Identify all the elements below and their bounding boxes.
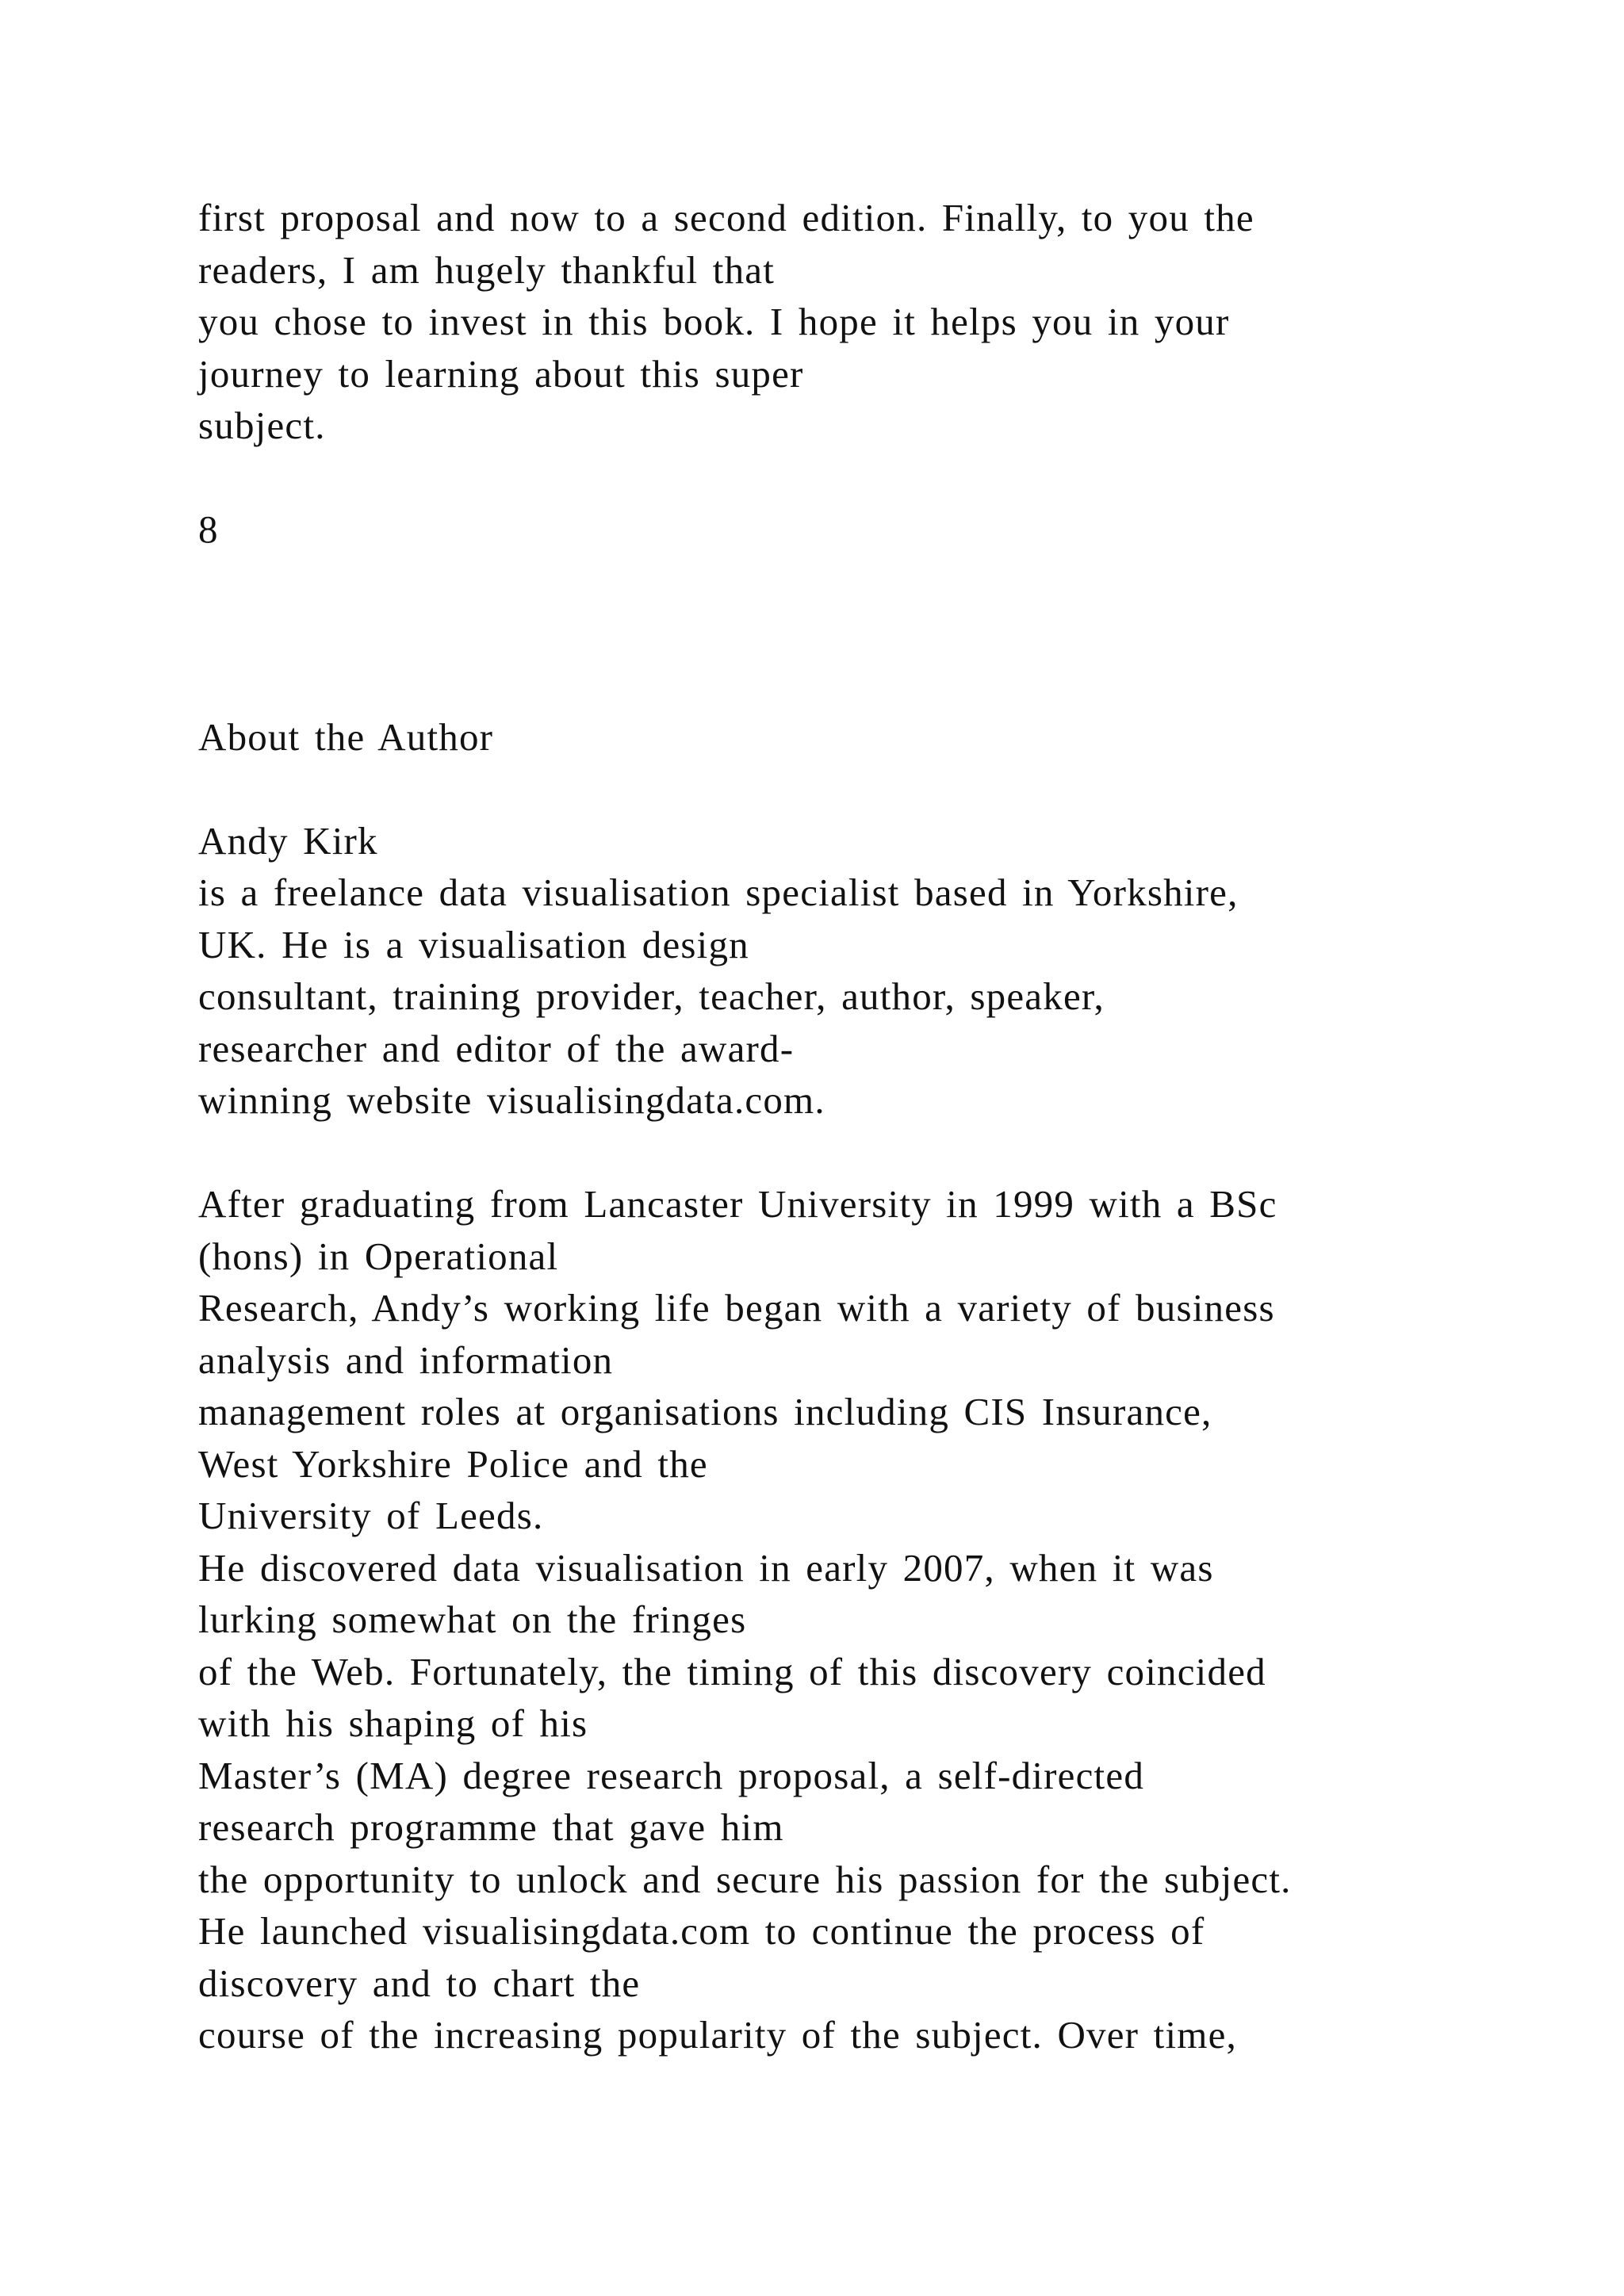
text-line: you chose to invest in this book. I hope it helps you in your bbox=[198, 300, 1230, 343]
section-gap bbox=[198, 556, 1546, 711]
text-line: researcher and editor of the award- bbox=[198, 1026, 795, 1070]
text-line: Master’s (MA) degree research proposal, a self-directed bbox=[198, 1753, 1145, 1797]
blank-line bbox=[198, 1127, 1546, 1179]
page-number: 8 bbox=[198, 507, 219, 551]
text-line: is a freelance data visualisation specialist based in Yorkshire, bbox=[198, 871, 1239, 914]
text-line: with his shaping of his bbox=[198, 1701, 588, 1745]
blank-line bbox=[198, 763, 1546, 815]
text-line: journey to learning about this super bbox=[198, 351, 804, 396]
text-line: course of the increasing popularity of the subject. Over time, bbox=[198, 2013, 1237, 2057]
text-line: winning website visualisingdata.com. bbox=[198, 1078, 825, 1122]
text-line: consultant, training provider, teacher, author, speaker, bbox=[198, 974, 1105, 1018]
text-line: management roles at organisations including CIS Insurance, bbox=[198, 1390, 1212, 1433]
text-line: Research, Andy’s working life began with a variety of business bbox=[198, 1286, 1275, 1330]
text-line: of the Web. Fortunately, the timing of this discovery coincided bbox=[198, 1649, 1266, 1693]
author-name: Andy Kirk bbox=[198, 818, 378, 863]
paragraph-acknowledgements-end bbox=[198, 192, 1546, 452]
text-line: UK. He is a visualisation design bbox=[198, 922, 749, 966]
paragraph-author-intro bbox=[198, 815, 1546, 1127]
text-line: first proposal and now to a second edition. Finally, to you the bbox=[198, 196, 1254, 239]
text-line: the opportunity to unlock and secure his passion for the subject. bbox=[198, 1857, 1292, 1901]
blank-line bbox=[198, 452, 1546, 504]
paragraph-author-career bbox=[198, 1178, 1546, 2061]
text-line: University of Leeds. bbox=[198, 1494, 544, 1537]
text-line: subject. bbox=[198, 404, 326, 447]
text-line: He launched visualisingdata.com to continue the process of bbox=[198, 1909, 1205, 1953]
text-line: lurking somewhat on the fringes bbox=[198, 1598, 747, 1641]
text-line: research programme that gave him bbox=[198, 1805, 784, 1849]
text-line: West Yorkshire Police and the bbox=[198, 1441, 708, 1486]
text-line: (hons) in Operational bbox=[198, 1234, 559, 1278]
text-line: He discovered data visualisation in early 2007, when it was bbox=[198, 1545, 1214, 1590]
text-line: After graduating from Lancaster University in 1999 with a BSc bbox=[198, 1182, 1277, 1226]
page-body-text bbox=[198, 192, 1546, 2061]
text-line: analysis and information bbox=[198, 1337, 614, 1382]
text-line: readers, I am hugely thankful that bbox=[198, 247, 776, 292]
section-heading-about-the-author: About the Author bbox=[198, 714, 494, 759]
text-line: discovery and to chart the bbox=[198, 1961, 641, 2005]
